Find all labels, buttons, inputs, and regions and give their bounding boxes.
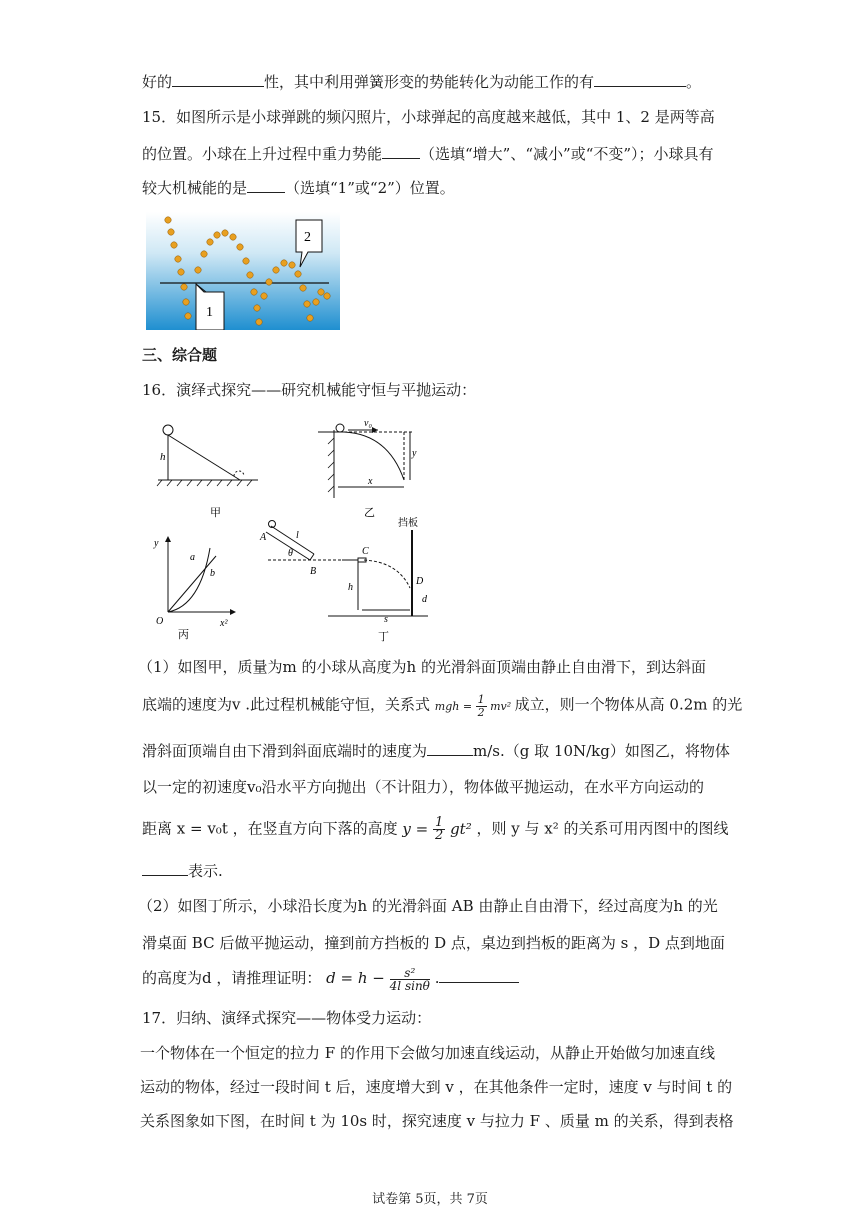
text-line: 的高度为d ，请推理证明： d = h − $\frac{\text{s²}}{\text{4l sinθ}}$ . (142, 966, 519, 992)
figure-ding (258, 516, 438, 646)
text-line: 距离 x = v₀t ，在竖直方向下落的高度 y = $\frac{1}{2}$ gt² ，则 y 与 x² 的关系可用丙图中的图线 (142, 815, 729, 843)
answer-blank[interactable] (172, 70, 264, 87)
text-line: 以一定的初速度v₀沿水平方向抛出（不计阻力），物体做平抛运动，在水平方向运动的 (142, 778, 704, 796)
text-line: 关系图象如下图，在时间 t 为 10s 时，探究速度 v 与拉力 F 、质量 m 的关系，得到表格 (140, 1112, 734, 1130)
label-h: h (348, 582, 353, 593)
caption-bing: 丙 (178, 628, 189, 640)
curve-a-label: a (190, 552, 195, 563)
axis-y-label: y (154, 538, 159, 549)
formula-fall: y = $\frac{1}{2}$ gt² (402, 815, 472, 843)
bouncing-ball-photo (146, 212, 340, 330)
answer-blank[interactable] (594, 70, 686, 87)
text-line: 滑斜面顶端自由下滑到斜面底端时的速度为 m/s.（g 取 10N/kg）如图乙，将物体 (142, 739, 730, 761)
label-y: y (412, 448, 417, 459)
label-theta: θ (288, 548, 293, 559)
label-baffle: 挡板 (398, 518, 418, 529)
question-16: 16．演绎式探究——研究机械能守恒与平抛运动： (142, 381, 477, 399)
formula-d: d = h − $\frac{\text{s²}}{\text{4l sinθ}}$ (326, 965, 430, 993)
caption-ding: 丁 (378, 630, 389, 643)
answer-blank[interactable] (382, 142, 420, 159)
label-D: D (416, 576, 424, 587)
origin-label: O (156, 616, 164, 627)
label-h: h (160, 451, 166, 463)
section-heading: 三、综合题 (142, 346, 218, 364)
caption-yi: 乙 (364, 506, 375, 519)
label-v0: v₀ (364, 420, 372, 429)
text-line: 较大机械能的是 （选填“1”或“2”）位置。 (142, 176, 455, 198)
label-d: d (422, 594, 427, 605)
text-line: 的位置。小球在上升过程中重力势能 （选填“增大”、“减小”或“不变”）；小球具有 (142, 142, 714, 164)
photo-label-2: 2 (304, 230, 311, 245)
question-17: 17．归纳、演绎式探究——物体受力运动： (142, 1009, 432, 1027)
label-B: B (310, 566, 317, 577)
page-footer: 试卷第 5页，共 7页 (372, 1192, 488, 1207)
label-C: C (362, 546, 369, 557)
question-15: 15．如图所示是小球弹跳的频闪照片，小球弹起的高度越来越低，其中 1、2 是两等高 (142, 108, 715, 126)
text-line: 表示. (142, 859, 223, 881)
figure-jia (150, 420, 260, 520)
text-line: （2）如图丁所示，小球沿长度为h 的光滑斜面 AB 由静止自由滑下，经过高度为h 的光 (138, 897, 718, 915)
text-line: 一个物体在一个恒定的拉力 F 的作用下会做匀加速直线运动，从静止开始做匀加速直线 (140, 1044, 715, 1062)
photo-label-1: 1 (206, 305, 213, 320)
label-x: x (368, 476, 373, 487)
answer-blank[interactable] (427, 739, 473, 756)
label-A: A (260, 532, 267, 543)
answer-blank[interactable] (439, 966, 519, 983)
label-s: s (384, 614, 388, 625)
text-line: 好的 性，其中利用弹簧形变的势能转化为动能工作的有 。 (142, 70, 701, 92)
axis-x-label: x² (220, 618, 228, 629)
answer-blank[interactable] (142, 859, 188, 876)
text-line: 底端的速度为v .此过程机械能守恒，关系式 mgh = $\frac{1}{2}$ mv² 成立，则一个物体从高 0.2m 的光 (142, 693, 743, 719)
figure-yi (318, 420, 428, 520)
answer-blank[interactable] (247, 176, 285, 193)
formula-energy: mgh = $\frac{1}{2}$ mv² (434, 693, 512, 719)
text-line: 滑桌面 BC 后做平抛运动，撞到前方挡板的 D 点，桌边到挡板的距离为 s ，D 点到地面 (142, 934, 725, 952)
label-l: l (296, 530, 299, 541)
text-line: （1）如图甲，质量为m 的小球从高度为h 的光滑斜面顶端由静止自由滑下，到达斜面 (138, 658, 706, 676)
text-line: 运动的物体，经过一段时间 t 后，速度增大到 v ，在其他条件一定时，速度 v 与时间 t 的 (140, 1078, 733, 1096)
caption-jia: 甲 (210, 506, 221, 519)
curve-b-label: b (210, 568, 215, 579)
figure-bing (150, 530, 240, 640)
